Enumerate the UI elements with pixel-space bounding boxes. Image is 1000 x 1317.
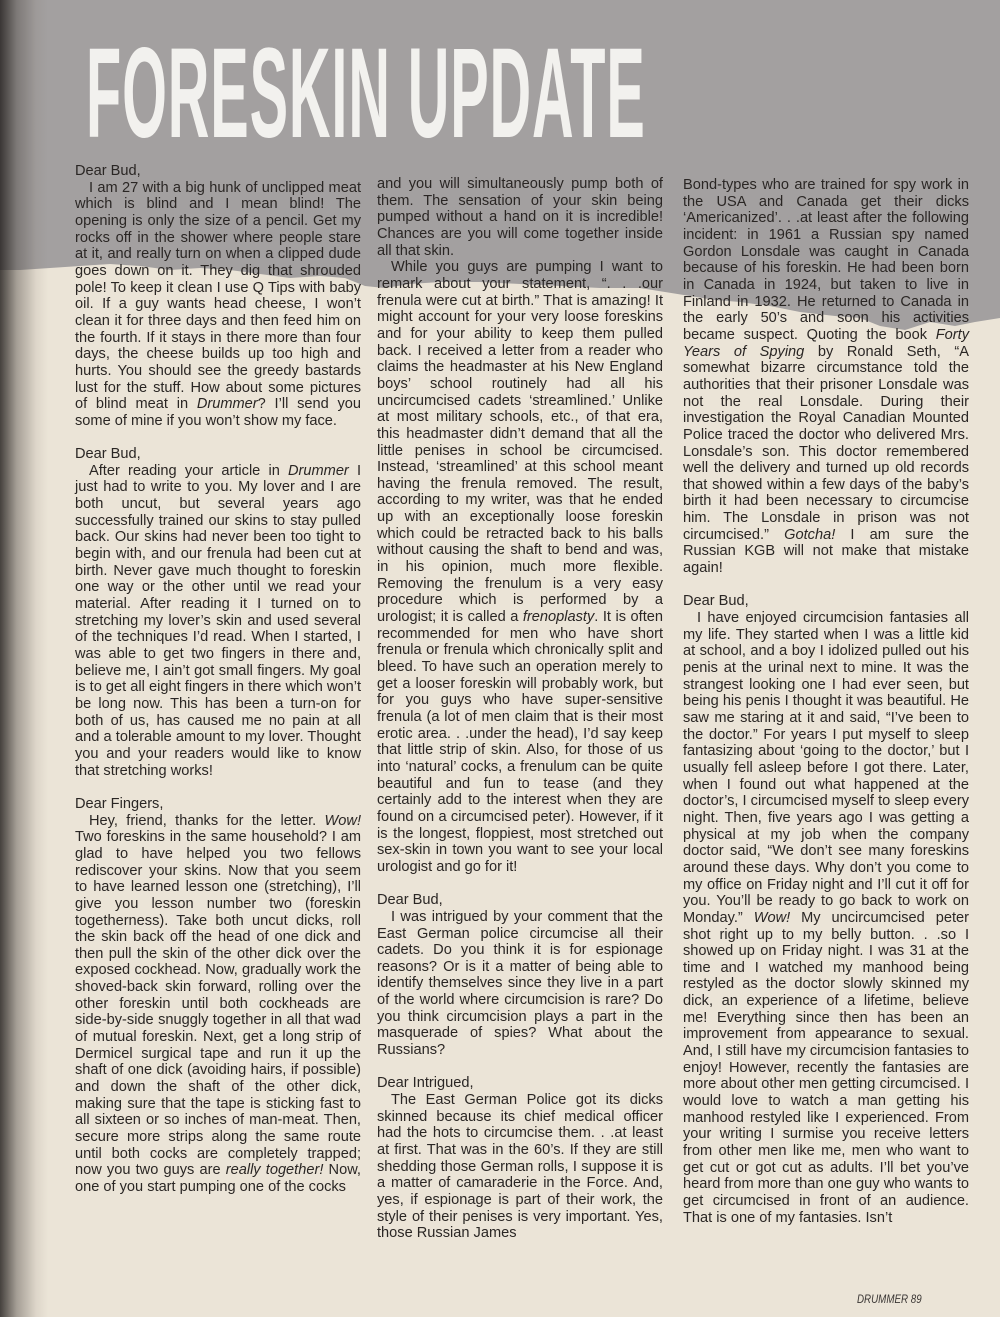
article-paragraph xyxy=(683,177,969,577)
letter-salutation xyxy=(75,163,361,180)
paragraph-text: and you will simultaneously pump both of them. The sensation of your skin being pumped without a hand on it is incredible! Chances are you will come together inside all that skin. xyxy=(377,176,663,259)
article-paragraph xyxy=(377,176,663,259)
article-paragraph xyxy=(377,909,663,1059)
article-paragraph xyxy=(683,610,969,1226)
article-paragraph xyxy=(377,259,663,875)
article-column-1 xyxy=(75,163,361,1196)
italic-text: Drummer xyxy=(196,396,258,413)
paragraph-text: The East German Police got its dicks skinned because its chief medical officer had the hots to circumcise them. . .at least at first. That was in the 60’s. If they are still shedding those German rolls, I suppose it is a matter of camaraderie in the Force. And, yes, if espionage is part of their work, the style of their penises is very important. Yes, those Russian James xyxy=(377,1092,663,1242)
article-paragraph xyxy=(75,463,361,779)
binding-shadow xyxy=(0,0,48,1317)
paragraph-text: I was intrigued by your comment that the East German police circumcise all their cadets. Do you think it is for espionage reasons? Or is it a matter of being able to identify themselves since they live in a part of the world where circumcision is rare? Do you think circumcision plays a part in the masquerade of spies? What about the Russians? xyxy=(377,908,663,1059)
page-title: FORESKIN UPDATE xyxy=(86,22,646,165)
italic-text: really together! xyxy=(225,1162,324,1179)
paragraph-text: Dear Bud, xyxy=(683,593,749,610)
paragraph-text: Dear Intrigued, xyxy=(377,1075,474,1092)
article-column-2 xyxy=(377,176,663,1242)
paragraph-text: After reading your article in xyxy=(89,462,288,479)
paragraph-text: by Ronald Seth, “A somewhat bizarre circumstance told the authorities that their prisoner Lonsdale was not the real Lonsdale. During their investigation the Royal Canadian Mounted Police traced the doctor who delivered Mrs. Lonsdale’s son. This doctor remembered well the delivery and turned up old records that showed within a few days of the baby’s birth it had been necessary to circumcise him. The Lonsdale in prison was not circumcised.” xyxy=(683,343,969,543)
article-column-3 xyxy=(683,177,969,1226)
letter-salutation xyxy=(683,593,969,610)
italic-text: Drummer xyxy=(287,462,349,479)
letter-salutation xyxy=(377,892,663,909)
article-paragraph xyxy=(75,180,361,430)
paragraph-text: I just had to write to you. My lover and I are both uncut, but several years ago successfully trained our skins to stay pulled back. Our skins had never been too tight to begin with, and our frenula had been cut at birth. Never gave much thought to foreskin one way or the other until we read your material. After reading it I turned on to stretching my lover’s skin and used several of the techniques I’d read. When I started, I was able to get two fingers in there and, believe me, I ain’t got small fingers. My goal is to get all eight fingers in there which won’t be long now. This has been a turn-on for both of us, has caused me no pain at all and a tolerable amount to my lover. Thought you and your readers would like to know that stretching works! xyxy=(75,462,362,779)
paragraph-text: Two foreskins in the same household? I am glad to have helped you two fellows rediscover your skins. Now that you seem to have learned lesson one (stretching), I’ll give you lesson number two (foreskin togetherness). Take both uncut dicks, roll the skin back off the head of one dick and then pull the skin of the other dick over the exposed cockhead. Now, gradually work the shoved-back skin forward, rolling over the other foreskin until both cockheads are side-by-side snuggly together in all that wad of mutual foreskin. Next, get a long strip of Dermicel surgical tape and run it up the shaft of one dick (avoiding hairs, if possible) and down the shaft of the other dick, making sure that the tape is sticking fast to all sixteen or so inches of man-meat. Then, secure more strips along the same route until both cocks are completely trapped; now you two guys are xyxy=(75,829,361,1179)
paragraph-text: My uncircumcised peter shot right up to my belly button. . .so I showed up on Friday night. I was 31 at the time and I watched my manhood being restyled as the doctor slowly skinned my dick, an experience of a lifetime, believe me! Everything since then has been an improvement from appearance to sexual. And, I still have my circumcision fantasies to enjoy! However, recently the fantasies are more about other men getting circumcised. I would love to watch a man getting his manhood restyled like I experienced. From your writing I surmise you receive letters from other men like me, men who want to get cut or got cut as adults. I’ll bet you’ve heard from more than one guy who wants to get circumcised in front of an audience. That is one of my fantasies. Isn’t xyxy=(683,909,969,1226)
paragraph-text: Dear Bud, xyxy=(75,163,141,179)
letter-salutation xyxy=(75,796,361,813)
paragraph-text: I am 27 with a big hunk of unclipped meat which is blind and I mean blind! The opening is only the size of a pencil. Get my rocks off in the shower where people stare at it, and really turn on when a clipped dude goes down on it. They dig that shrouded pole! To keep it clean I use Q Tips with baby oil. If a guy wants head cheese, I won’t clean it for three days and then feed him on the fourth. If it stays in there more than four days, the cheese builds up too high and hurts. You should see the greedy bastards lust for the stuff. How about some pictures of blind meat in xyxy=(75,179,361,413)
paragraph-text: Dear Fingers, xyxy=(75,795,164,812)
paragraph-text: While you guys are pumping I want to remark about your statement, “. . .our frenula were cut at birth.” That is amazing! It might account for your very loose foreskins and for your ability to keep them pulled back. I received a letter from a reader who claims the headmaster at his New England boys’ school routinely had all his uncircumcised cadets ‘streamlined.’ Unlike at most military schools, etc., of that era, this headmaster didn’t demand that all the little penises in school be circumcised. Instead, ‘streamlined’ at this school meant having the frenula removed. The result, according to my writer, was that he ended up with an exceptionally loose foreskin which could be retracted back to his balls without causing the shaft to bend and was, in his opinion, much more flexible. Removing the frenulum is a very easy procedure which is performed by a urologist; it is called a xyxy=(377,259,663,626)
italic-text: Wow! xyxy=(324,812,361,829)
paragraph-text: Dear Bud, xyxy=(377,892,443,909)
letter-salutation xyxy=(377,1075,663,1092)
article-paragraph xyxy=(377,1092,663,1242)
paragraph-text: Bond-types who are trained for spy work in the USA and Canada get their dicks ‘Americanized’. . .at least after the following incident: in 1961 a Russian spy named Gordon Lonsdale was caught in Canada because of his foreskin. He had been born in Canada in 1924, but taken to live in Finland in 1932. He returned to Canada in the early 50’s and soon his activities became suspect. Quoting the book xyxy=(683,177,969,343)
page-folio: DRUMMER 89 xyxy=(857,1294,922,1306)
paragraph-text: ? I’ll send you some of mine if you won’t show my face. xyxy=(75,396,361,429)
letter-salutation xyxy=(75,446,361,463)
paragraph-text: Dear Bud, xyxy=(75,446,141,463)
paragraph-text: I am sure the Russian KGB will not make that mistake again! xyxy=(683,526,969,577)
paragraph-text: I have enjoyed circumcision fantasies all my life. They started when I was a little kid at school, and a boy I idolized pulled out his penis at the urinal next to mine. It was the strangest looking one I had ever seen, but being his penis I thought it was beautiful. He saw me staring at it and said, “I’ve been to the doctor.” For years I put myself to sleep fantasizing about ‘going to the doctor,’ but I usually fell asleep before I got there. Later, when I found out what happened at the doctor’s, I circumcised myself to sleep every night. Then, five years ago I was getting a physical at my job when the company doctor said, “We don’t see many foreskins around these days. Why don’t you come to my office on Friday night and I’ll cut it off for you. You’ll be ready to go back to work on Monday.” xyxy=(683,610,969,926)
paragraph-text: Now, one of you start pumping one of the cocks xyxy=(75,1162,361,1195)
italic-text: Wow! xyxy=(753,909,791,926)
headline xyxy=(86,22,646,165)
article-paragraph xyxy=(75,813,361,1196)
paragraph-text: . It is often recommended for men who have short frenula or frenula which chronically split and bleed. To have such an operation merely to get a looser foreskin will probably work, but for you guys who have super-sensitive frenula (a lot of men claim that is their most erotic area. . .under the head), I’d say keep that little strip of skin. Also, for those of us into ‘natural’ cocks, a frenulum can be quite beautiful and fun to tease (and they certainly add to the interest when they are found on a circumcised peter). However, if it is the longest, floppiest, most stretched out sex-skin in town you want to see your local urologist and go for it! xyxy=(377,609,663,875)
paragraph-text: Hey, friend, thanks for the letter. xyxy=(89,812,325,829)
italic-text: frenoplasty xyxy=(522,609,595,626)
italic-text: Forty Years of Spying xyxy=(683,326,969,360)
italic-text: Gotcha! xyxy=(784,526,836,543)
